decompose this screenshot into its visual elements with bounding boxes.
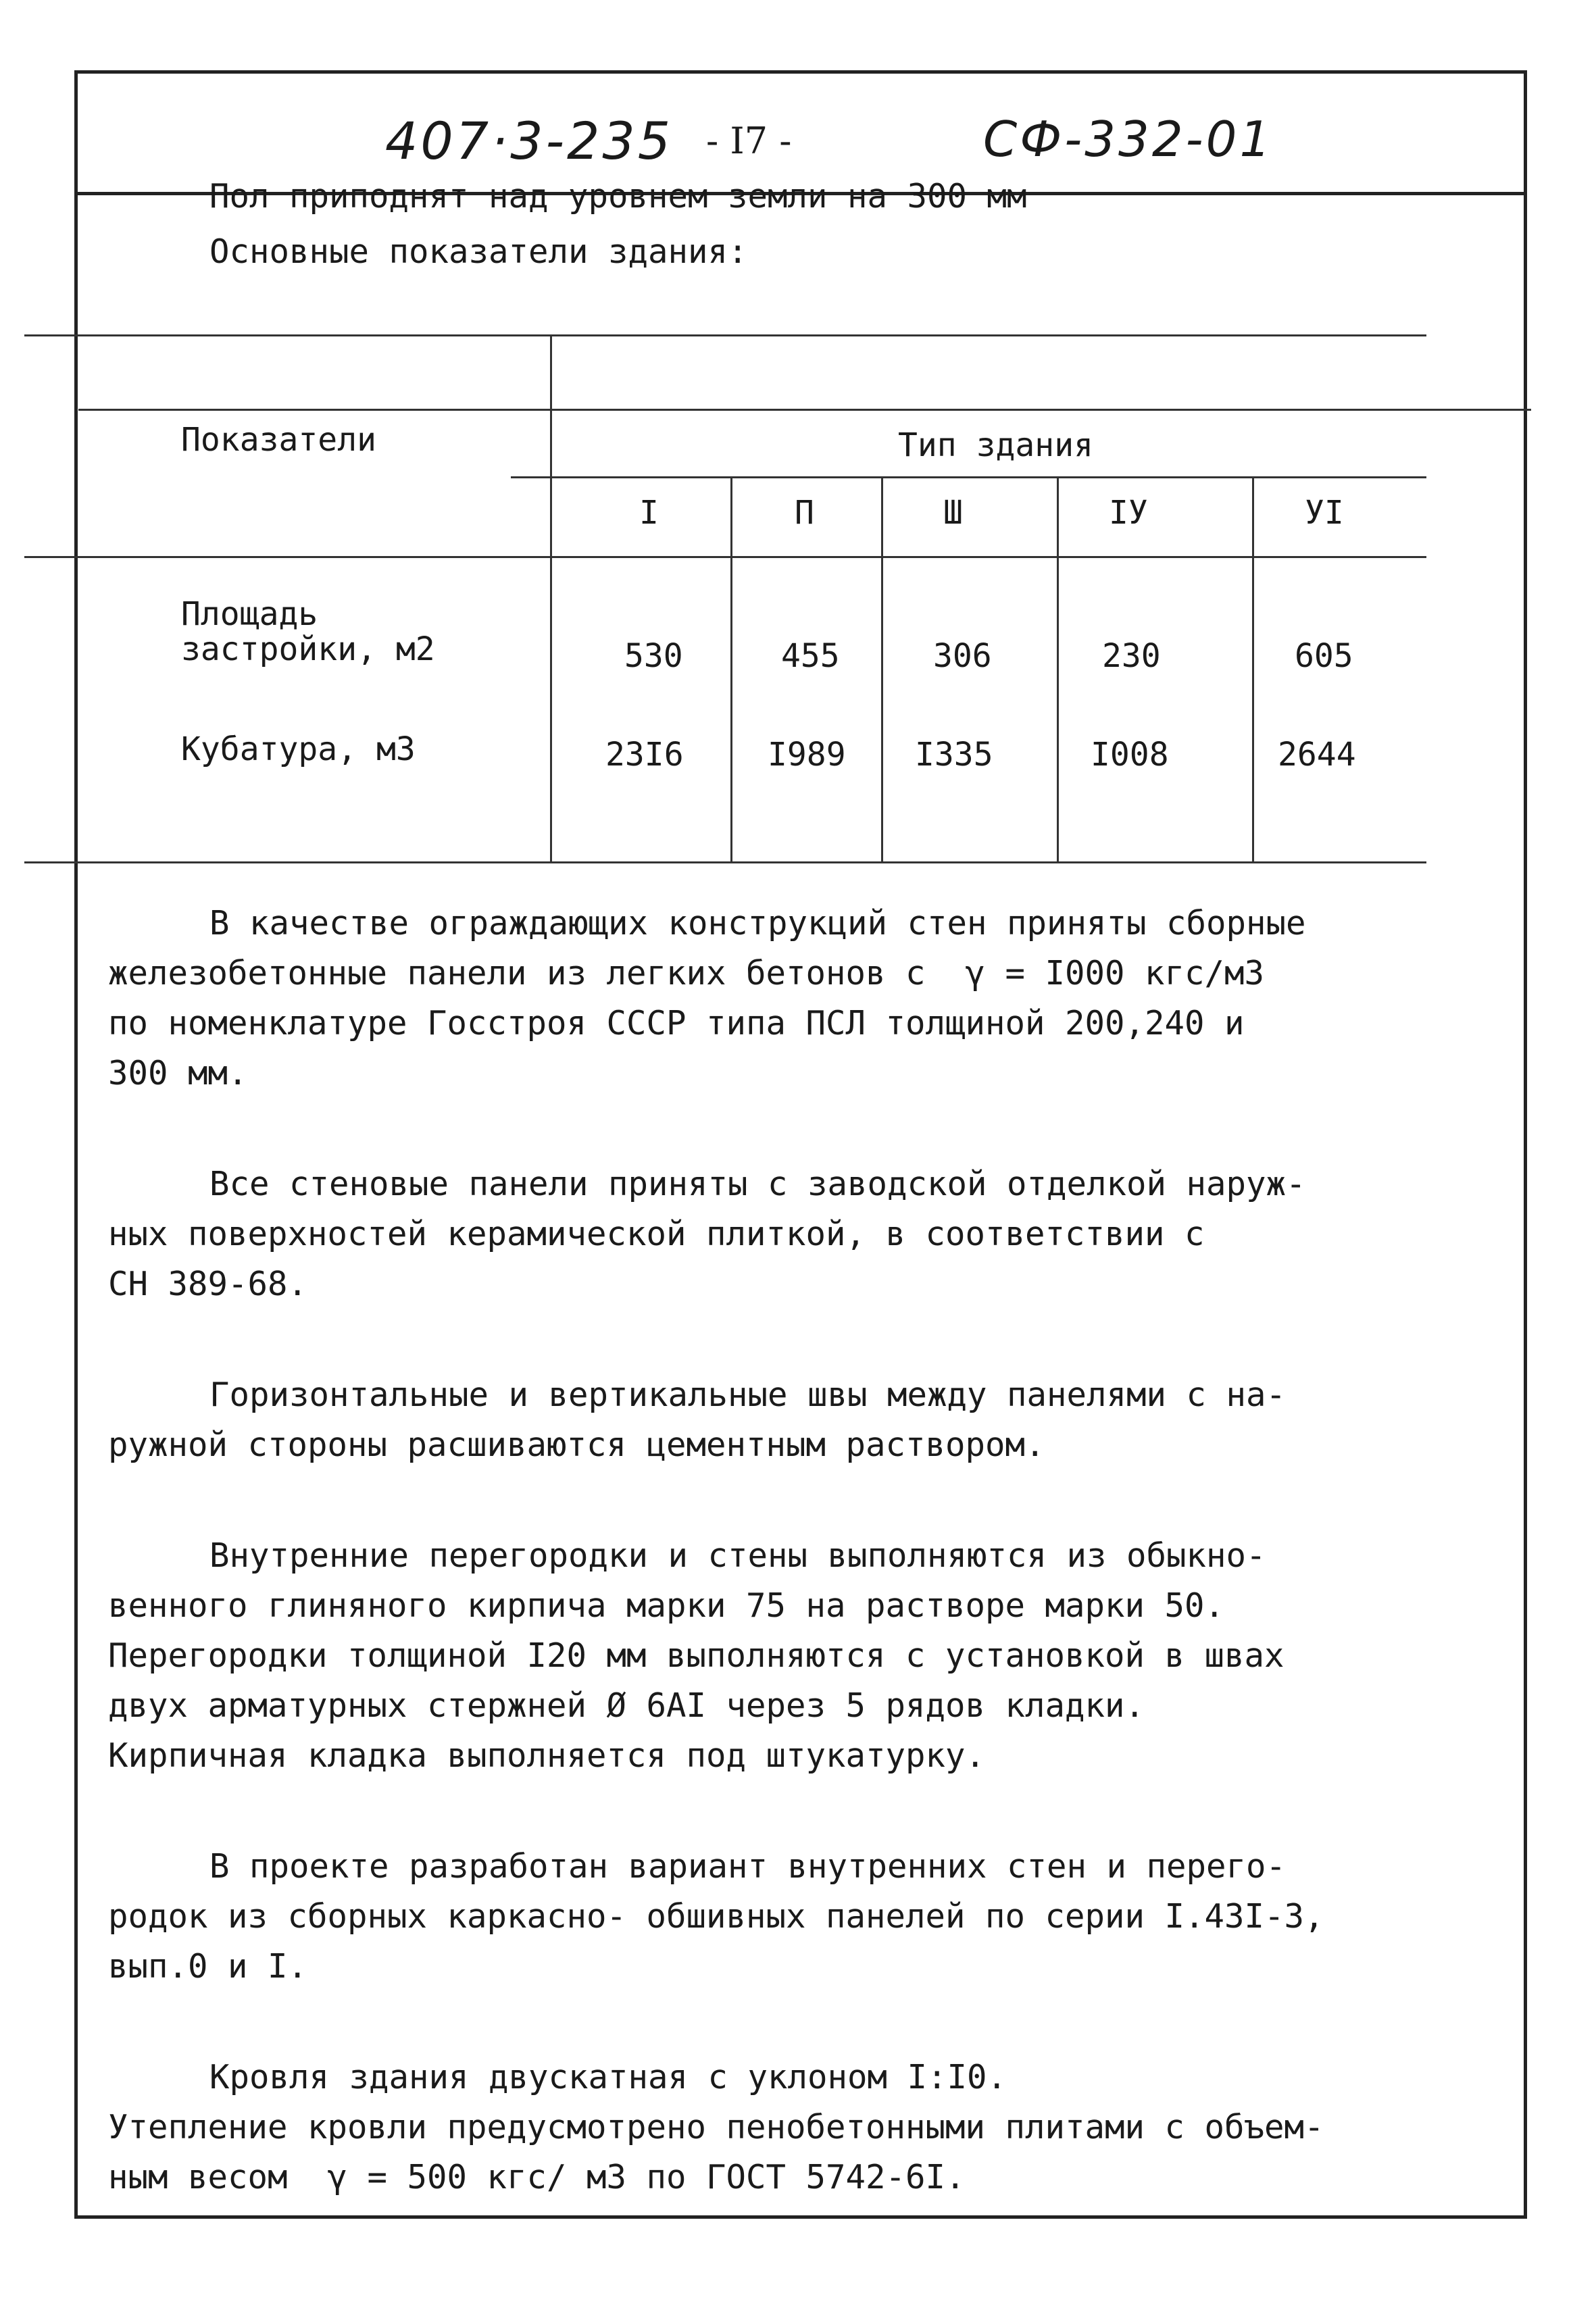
- text-line: венного глиняного кирпича марки 75 на растворе марки 50.: [108, 1586, 1225, 1625]
- table-cell: 605: [1295, 637, 1353, 675]
- type-header: П: [795, 494, 814, 532]
- text-line: Кирпичная кладка выполняется под штукатурку.: [108, 1736, 986, 1775]
- paragraph: [108, 1159, 1487, 1309]
- sheet-code: СФ-332-01: [983, 111, 1274, 168]
- text-line: Все стеновые панели приняты с заводской отделкой наруж-: [209, 1165, 1306, 1203]
- table-cell: 230: [1102, 637, 1161, 675]
- table-cell: 2644: [1278, 736, 1356, 774]
- type-header: УI: [1305, 494, 1344, 532]
- table-bottom-border: [24, 861, 1426, 863]
- group-header-rule: [511, 476, 1426, 478]
- paragraph: [108, 1842, 1487, 1992]
- text-line: ружной стороны расшиваются цементным раствором.: [108, 1426, 1045, 1464]
- body-text: [108, 899, 1487, 2263]
- text-line: Утепление кровли предусмотрено пенобетонными плитами с объем-: [108, 2108, 1324, 2146]
- paragraph: [108, 899, 1487, 1099]
- row-label: застройки, м2: [181, 630, 435, 668]
- column-divider: [881, 476, 883, 861]
- column-divider: [1057, 476, 1059, 861]
- text-line: В качестве ограждающих конструкций стен приняты сборные: [209, 904, 1306, 942]
- text-line: двух арматурных стержней Ø 6АI через 5 рядов кладки.: [108, 1686, 1145, 1725]
- column-divider: [550, 334, 552, 861]
- text-line: железобетонные панели из легких бетонов с γ = I000 кгс/м3: [108, 954, 1265, 992]
- column-header-indicators: Показатели: [181, 421, 376, 459]
- intro-line: Пол приподнят над уровнем земли на 300 мм: [209, 177, 1027, 216]
- paragraph: [108, 1370, 1487, 1470]
- type-header: I: [639, 494, 659, 532]
- intro-text: [209, 169, 1027, 280]
- table-top-rule: [78, 409, 1531, 411]
- type-header: IУ: [1109, 494, 1148, 532]
- table-cell: I335: [915, 736, 993, 774]
- text-line: ным весом γ = 500 кгс/ м3 по ГОСТ 5742-6I.: [108, 2158, 966, 2196]
- table-cell: I989: [768, 736, 846, 774]
- table-cell: I008: [1091, 736, 1169, 774]
- table-cell: 23I6: [605, 736, 684, 774]
- text-line: вып.0 и I.: [108, 1947, 308, 1986]
- text-line: В проекте разработан вариант внутренних стен и перего-: [209, 1847, 1287, 1886]
- table-cell: 306: [933, 637, 992, 675]
- indicators-table: [24, 334, 1426, 861]
- text-line: Перегородки толщиной I20 мм выполняются с установкой в швах: [108, 1636, 1285, 1675]
- text-line: ных поверхностей керамической плиткой, в соответствии с: [108, 1215, 1205, 1253]
- table-cell: 530: [624, 637, 683, 675]
- text-line: Кровля здания двускатная с уклоном I:I0.: [209, 2058, 1007, 2096]
- row-label: Кубатура, м3: [181, 730, 416, 768]
- text-line: по номенклатуре Госстроя СССР типа ПСЛ толщиной 200,240 и: [108, 1004, 1245, 1042]
- text-line: родок из сборных каркасно- обшивных панелей по серии I.43I-3,: [108, 1897, 1324, 1936]
- header-bottom-rule: [24, 556, 1426, 558]
- document-code: 407·3-235: [385, 111, 674, 171]
- page-number: - I7 -: [706, 120, 792, 162]
- column-divider: [1252, 476, 1254, 861]
- column-divider: [730, 476, 732, 861]
- paragraph: [108, 2053, 1487, 2203]
- type-header: Ш: [943, 494, 963, 532]
- column-header-building-type: Тип здания: [898, 426, 1093, 464]
- text-line: Горизонтальные и вертикальные швы между панелями с на-: [209, 1376, 1287, 1414]
- table-cell: 455: [781, 637, 840, 675]
- text-line: Внутренние перегородки и стены выполняются из обыкно-: [209, 1536, 1266, 1575]
- intro-line: Основные показатели здания:: [209, 232, 748, 271]
- paragraph: [108, 1531, 1487, 1781]
- text-line: СН 389-68.: [108, 1265, 308, 1303]
- table-top-border: [24, 334, 1426, 336]
- row-label: Площадь: [181, 595, 318, 633]
- text-line: 300 мм.: [108, 1054, 248, 1092]
